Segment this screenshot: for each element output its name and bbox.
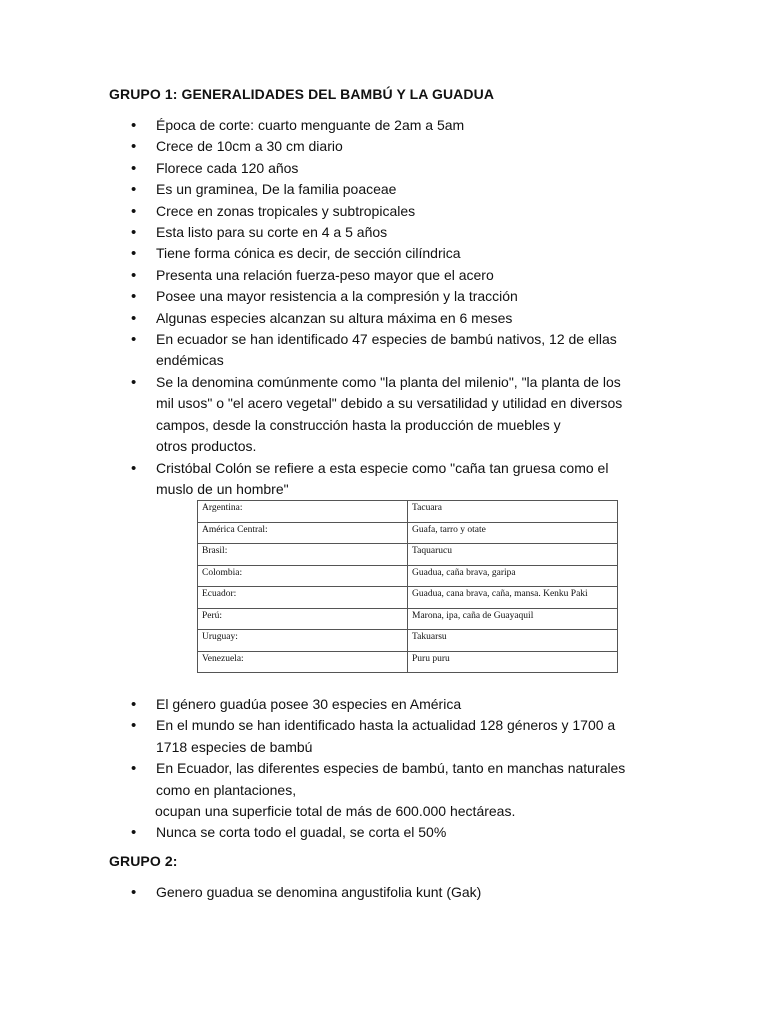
table-row xyxy=(198,651,618,673)
list-item xyxy=(109,265,669,286)
list-item xyxy=(109,329,669,372)
list-item xyxy=(109,136,669,157)
list-item-line: • Crece de 10cm a 30 cm diario xyxy=(156,138,343,155)
list-item xyxy=(109,694,669,715)
list-item xyxy=(109,882,669,903)
list-item-line: • Genero guadua se denomina angustifolia kunt (Gak) xyxy=(156,884,482,900)
table-cell: Venezuela: xyxy=(198,651,408,673)
list-item-line: • Es un graminea, De la familia poaceae xyxy=(156,181,397,198)
table-cell: Tacuara xyxy=(408,501,618,523)
table-cell: Perú: xyxy=(198,608,408,630)
table-row xyxy=(198,565,618,587)
list-item xyxy=(109,222,669,243)
table-row xyxy=(198,544,618,566)
table-cell: Guadua, caña brava, garipa xyxy=(408,565,618,587)
table-cell: Uruguay: xyxy=(198,630,408,652)
table-row xyxy=(198,522,618,544)
list-item xyxy=(109,286,669,307)
grupo2-heading: GRUPO 2: xyxy=(109,853,178,869)
list-item-line: • Presenta una relación fuerza-peso mayor que el acero xyxy=(156,266,494,283)
list-item-line: 1718 especies de bambú xyxy=(156,738,313,755)
table-row xyxy=(198,608,618,630)
table-cell: América Central: xyxy=(198,522,408,544)
list-item xyxy=(109,372,669,458)
table-row xyxy=(198,501,618,523)
list-item xyxy=(109,243,669,264)
list-item xyxy=(109,308,669,329)
grupo1-bullet-list-2 xyxy=(109,694,669,844)
table-cell: Puru puru xyxy=(408,651,618,673)
table-cell: Ecuador: xyxy=(198,587,408,609)
list-item-line: • Posee una mayor resistencia a la compresión y la tracción xyxy=(156,288,518,305)
list-item-line: • El género guadúa posee 30 especies en América xyxy=(156,696,462,712)
list-item-line: • Florece cada 120 años xyxy=(156,159,299,176)
list-item-line: • Algunas especies alcanzan su altura máxima en 6 meses xyxy=(156,309,513,326)
list-item-line: • Se la denomina comúnmente como "la planta del milenio", "la planta de los xyxy=(156,373,621,390)
list-item-line: • Época de corte: cuarto menguante de 2am a 5am xyxy=(156,117,465,133)
list-item-line: muslo de un hombre" xyxy=(156,480,289,497)
list-item-line: endémicas xyxy=(156,352,224,369)
list-item-line: • Crece en zonas tropicales y subtropicales xyxy=(156,202,416,219)
table-row xyxy=(198,587,618,609)
list-item-line: • Esta listo para su corte en 4 a 5 años xyxy=(156,224,388,241)
list-item-line: • En ecuador se han identificado 47 especies de bambú nativos, 12 de ellas xyxy=(156,331,617,348)
list-item-line: campos, desde la construcción hasta la producción de muebles y xyxy=(156,416,561,433)
table-cell: Takuarsu xyxy=(408,630,618,652)
list-item-line: • Nunca se corta todo el guadal, se corta el 50% xyxy=(156,824,447,841)
table-cell: Taquarucu xyxy=(408,544,618,566)
list-item-line: otros productos. xyxy=(156,438,257,455)
list-item xyxy=(109,158,669,179)
list-item xyxy=(109,458,669,501)
table-cell: Marona, ipa, caña de Guayaquil xyxy=(408,608,618,630)
list-item-line: mil usos" o "el acero vegetal" debido a su versatilidad y utilidad en diversos xyxy=(156,395,623,412)
list-item xyxy=(109,179,669,200)
list-item-line: • Tiene forma cónica es decir, de sección cilíndrica xyxy=(156,245,461,262)
list-item xyxy=(109,201,669,222)
table-cell: Guafa, tarro y otate xyxy=(408,522,618,544)
list-item-line: como en plantaciones, xyxy=(156,781,297,798)
table-cell: Guadua, cana brava, caña, mansa. Kenku Paki xyxy=(408,587,618,609)
list-item-line: • En el mundo se han identificado hasta la actualidad 128 géneros y 1700 a xyxy=(156,717,616,734)
table-cell: Brasil: xyxy=(198,544,408,566)
species-table xyxy=(197,500,618,673)
grupo2-bullet-list xyxy=(109,882,669,903)
list-item xyxy=(109,115,669,136)
list-item-line: • En Ecuador, las diferentes especies de bambú, tanto en manchas naturales xyxy=(156,760,626,777)
list-item-line: • Cristóbal Colón se refiere a esta especie como "caña tan gruesa como el xyxy=(156,459,609,476)
list-item xyxy=(109,758,669,822)
list-item-line: ocupan una superficie total de más de 600.000 hectáreas. xyxy=(155,803,516,820)
table-cell: Argentina: xyxy=(198,501,408,523)
list-item xyxy=(109,715,669,758)
table-cell: Colombia: xyxy=(198,565,408,587)
list-item xyxy=(109,822,669,843)
grupo1-bullet-list xyxy=(109,115,669,500)
table-row xyxy=(198,630,618,652)
grupo1-heading: GRUPO 1: GENERALIDADES DEL BAMBÚ Y LA GUADUA xyxy=(109,86,495,102)
